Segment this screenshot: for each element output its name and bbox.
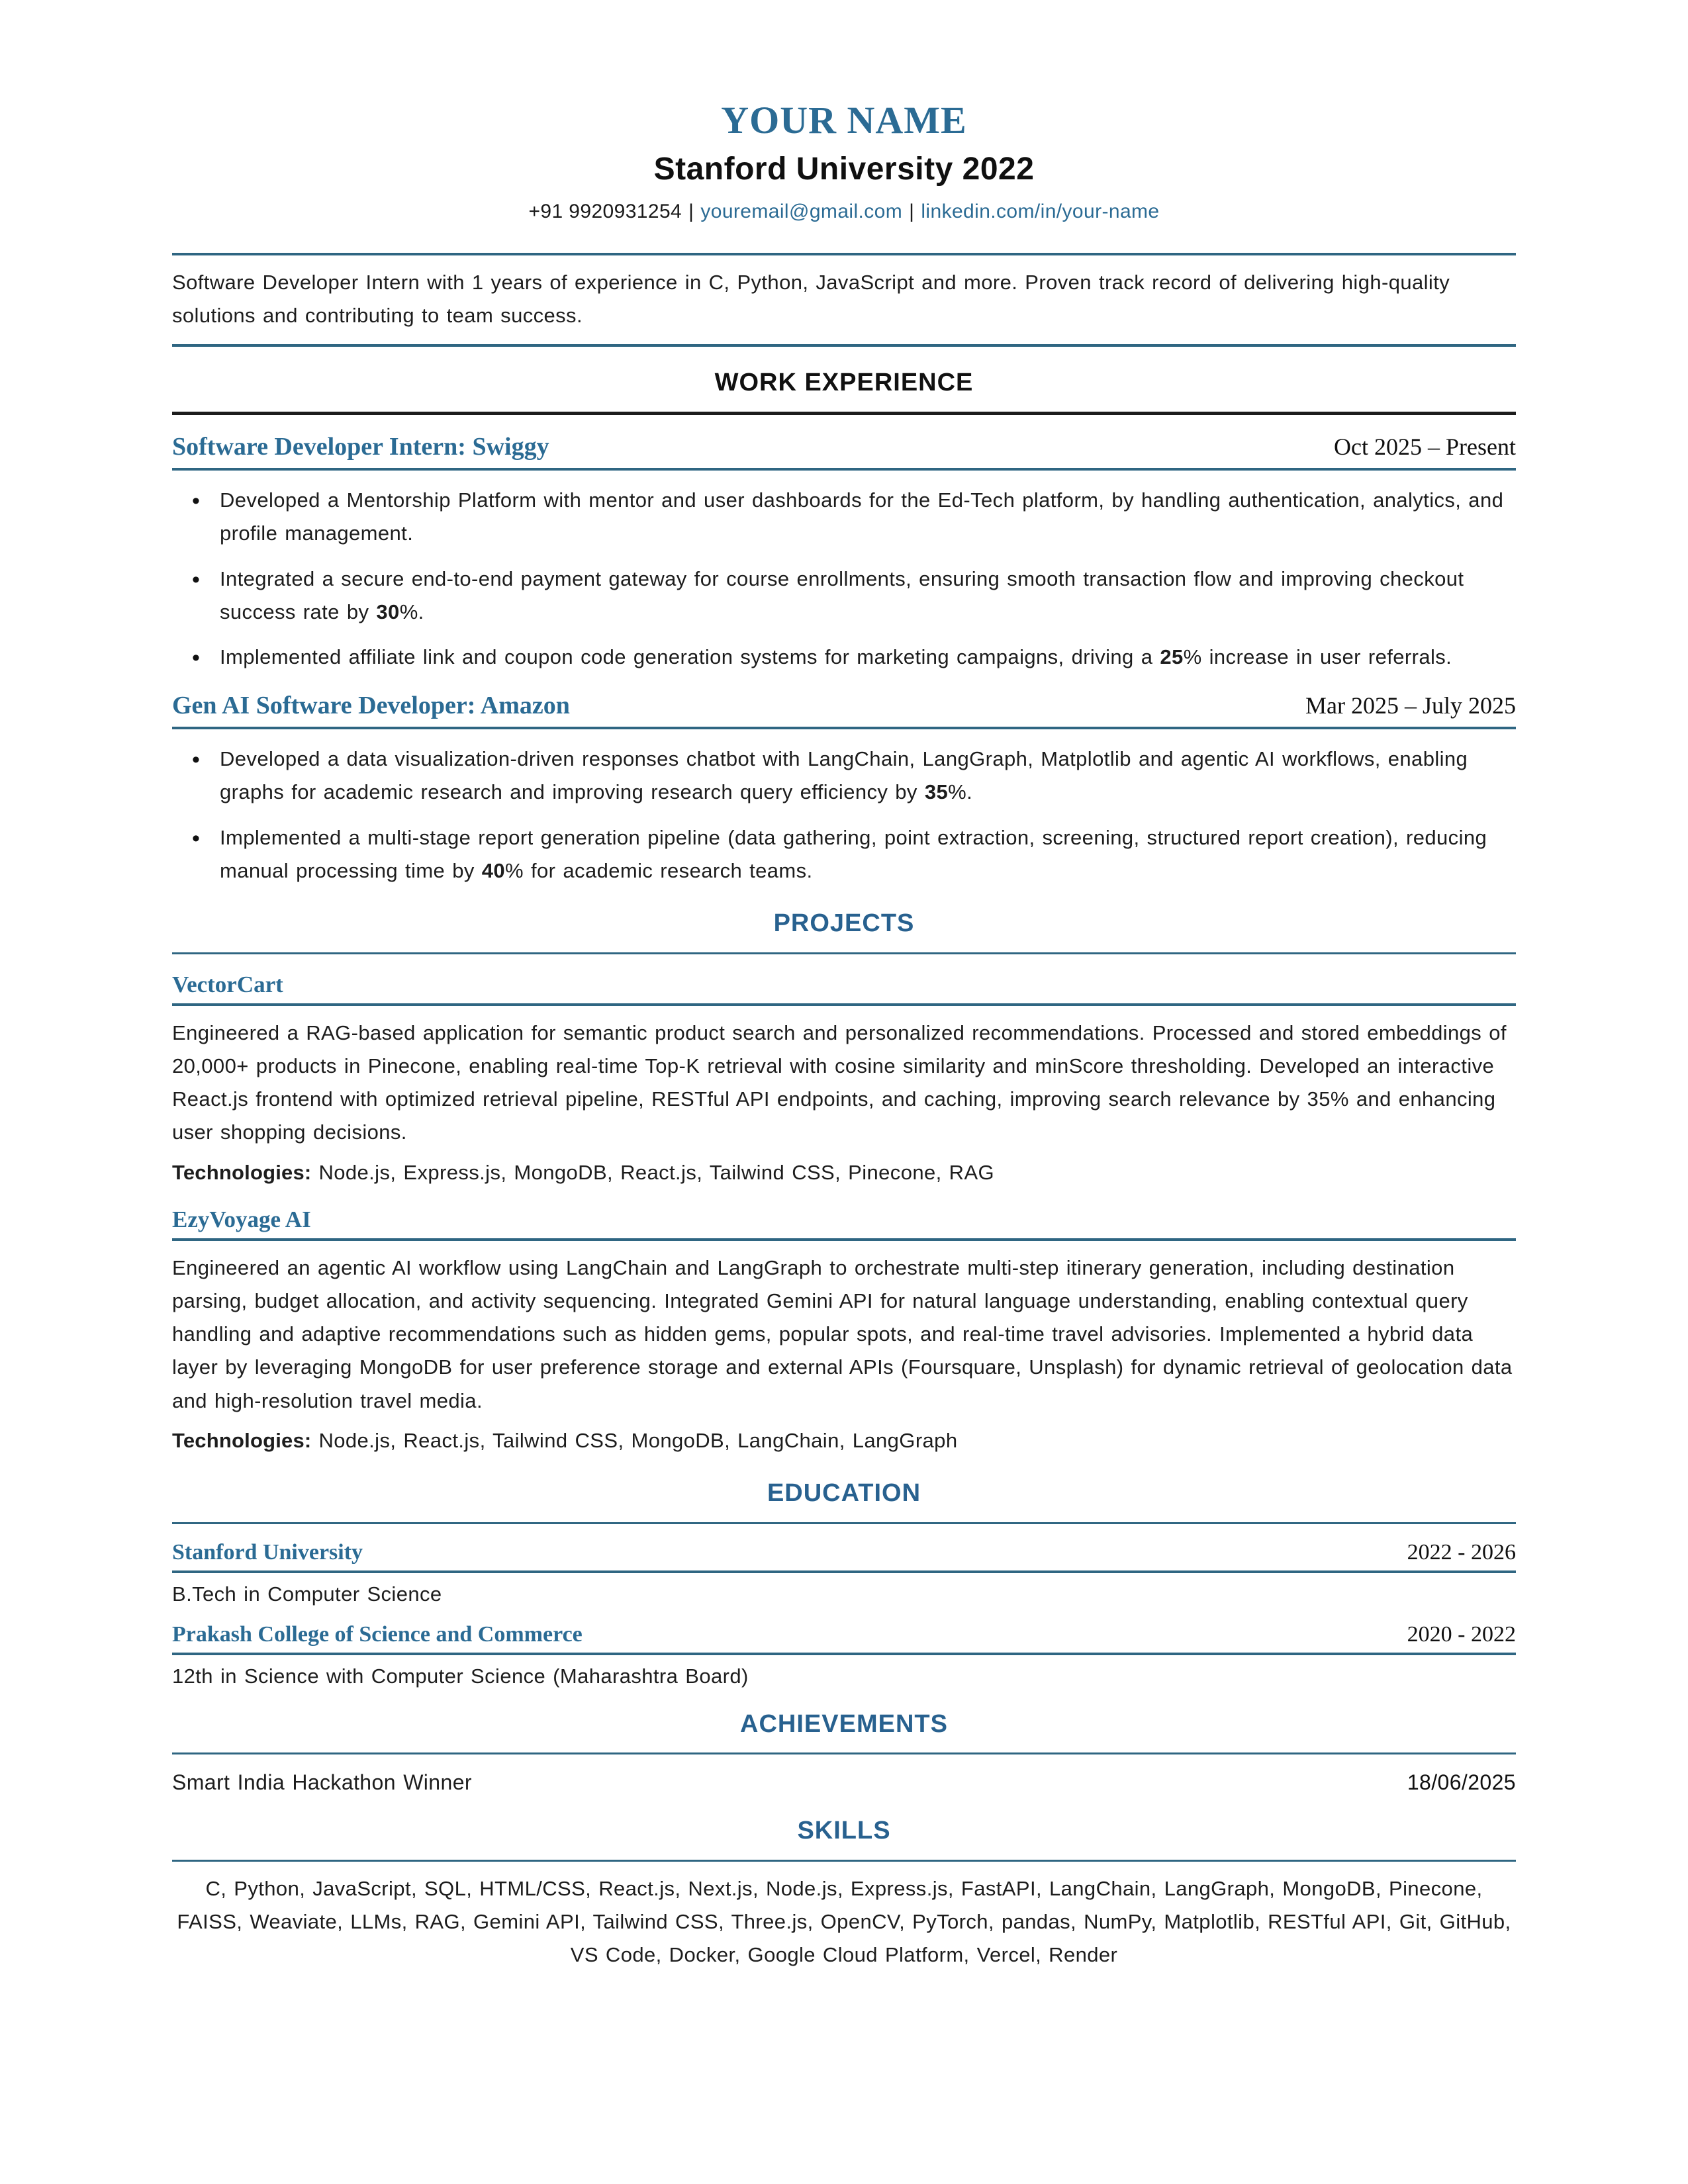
education-title-row: [172, 1540, 1516, 1573]
achievement-title: Smart India Hackathon Winner: [172, 1770, 472, 1795]
bullet-item: • Integrated a secure end-to-end payment gateway for course enrollments, ensuring smooth transaction flow and improving checkout success rate by 30%.: [172, 563, 1516, 629]
contact-separator: |: [688, 200, 694, 222]
job-dates: Oct 2025 – Present: [1334, 433, 1516, 461]
education-title-row: [172, 1622, 1516, 1655]
section-heading-achievements: ACHIEVEMENTS: [740, 1709, 948, 1738]
education-entry: [172, 1540, 1516, 1606]
divider-line: [172, 1522, 1516, 1524]
section-heading-work-experience: WORK EXPERIENCE: [714, 369, 974, 397]
phone-number: +91 9920931254: [528, 200, 682, 222]
section-heading-education: EDUCATION: [767, 1479, 921, 1508]
degree-text: B.Tech in Computer Science: [172, 1582, 442, 1606]
job-bullet-list: [172, 484, 1516, 674]
technologies-label: Technologies:: [172, 1160, 312, 1184]
divider-line: [172, 344, 1516, 347]
bullet-item: • Implemented a multi-stage report generation pipeline (data gathering, point extraction, screening, structured report creation), reducing manual processing time by 40% for academic research teams.: [172, 821, 1516, 887]
achievement-date: 18/06/2025: [1407, 1770, 1516, 1795]
technologies-label: Technologies:: [172, 1428, 312, 1452]
contact-line: [172, 199, 1516, 224]
project-title-row: [172, 972, 1516, 1006]
project-entry: [172, 1206, 1516, 1457]
summary-text: Software Developer Intern with 1 years of experience in C, Python, JavaScript and more. Proven track record of delivering high-quality solutions and contributing to team success.: [172, 271, 1450, 328]
project-entry: [172, 972, 1516, 1189]
job-title-row: [172, 432, 1516, 471]
header-subtitle: Stanford University 2022: [653, 151, 1035, 187]
school-name: Stanford University: [172, 1539, 363, 1565]
job-dates: Mar 2025 – July 2025: [1305, 692, 1516, 719]
skills-list: C, Python, JavaScript, SQL, HTML/CSS, React.js, Next.js, Node.js, Express.js, FastAPI, LangChain, LangGraph, MongoDB, Pinecone, FAISS, Weaviate, LLMs, RAG, Gemini API, Tailwind CSS, Three.js, OpenCV, PyTorch, pandas, NumPy, Matplotlib, RESTful API, Git, GitHub, VS Code, Docker, Google Cloud Platform, Vercel, Render: [177, 1876, 1511, 1967]
project-technologies: [172, 1424, 1516, 1457]
linkedin-link[interactable]: linkedin.com/in/your-name: [921, 200, 1160, 222]
divider-line: [172, 1752, 1516, 1754]
project-description: Engineered an agentic AI workflow using LangChain and LangGraph to orchestrate multi-step itinerary generation, including destination parsing, budget allocation, and activity sequencing. Integrated Gemini API for natural language understanding, enabling contextual query handling and adaptive recommendations such as hidden gems, popular spots, and real-time travel advisories. Implemented a hybrid data layer by leveraging MongoDB for user preference storage and external APIs (Foursquare, Unsplash) for dynamic retrieval of geolocation data and high-resolution travel media.: [172, 1255, 1513, 1412]
project-name: VectorCart: [172, 971, 283, 997]
achievement-entry: [172, 1770, 1516, 1795]
bullet-item: • Implemented affiliate link and coupon code generation systems for marketing campaigns, driving a 25% increase in user referrals.: [172, 641, 1516, 674]
project-name: EzyVoyage AI: [172, 1206, 311, 1232]
job-title: Gen AI Software Developer: Amazon: [172, 692, 570, 720]
section-heading-projects: PROJECTS: [773, 909, 915, 938]
job-title: Software Developer Intern: Swiggy: [172, 433, 549, 461]
technologies-list: Node.js, React.js, Tailwind CSS, MongoDB, LangChain, LangGraph: [311, 1428, 958, 1452]
job-bullet-list: [172, 743, 1516, 887]
bullet-item: • Developed a Mentorship Platform with mentor and user dashboards for the Ed-Tech platform, by handling authentication, analytics, and profile management.: [172, 484, 1516, 550]
project-title-row: [172, 1206, 1516, 1241]
divider-line: [172, 1860, 1516, 1862]
bullet-item: • Developed a data visualization-driven responses chatbot with LangChain, LangGraph, Matplotlib and agentic AI workflows, enabling graphs for academic research and improving research query efficiency by 35%.: [172, 743, 1516, 809]
education-dates: 2022 - 2026: [1407, 1539, 1516, 1565]
job-entry: [172, 691, 1516, 887]
resume-header: [172, 99, 1516, 224]
education-entry: [172, 1622, 1516, 1688]
job-title-row: [172, 691, 1516, 729]
technologies-list: Node.js, Express.js, MongoDB, React.js, Tailwind CSS, Pinecone, RAG: [311, 1160, 995, 1184]
section-heading-skills: SKILLS: [797, 1817, 891, 1845]
project-description: Engineered a RAG-based application for semantic product search and personalized recommendations. Processed and stored embeddings of 20,000+ products in Pinecone, enabling real-time Top-K retrieval with cosine similarity and minScore thresholding. Developed an interactive React.js frontend with optimized retrieval pipeline, RESTful API endpoints, and caching, improving search relevance by 35% and enhancing user shopping decisions.: [172, 1021, 1507, 1144]
school-name: Prakash College of Science and Commerce: [172, 1621, 583, 1647]
email-link[interactable]: youremail@gmail.com: [700, 200, 903, 222]
divider-line-dark: [172, 412, 1516, 415]
job-entry: [172, 432, 1516, 674]
contact-separator: |: [909, 200, 915, 222]
person-name: YOUR NAME: [721, 99, 967, 142]
degree-text: 12th in Science with Computer Science (Maharashtra Board): [172, 1664, 749, 1688]
project-technologies: [172, 1156, 1516, 1189]
divider-line: [172, 952, 1516, 954]
education-dates: 2020 - 2022: [1407, 1621, 1516, 1647]
